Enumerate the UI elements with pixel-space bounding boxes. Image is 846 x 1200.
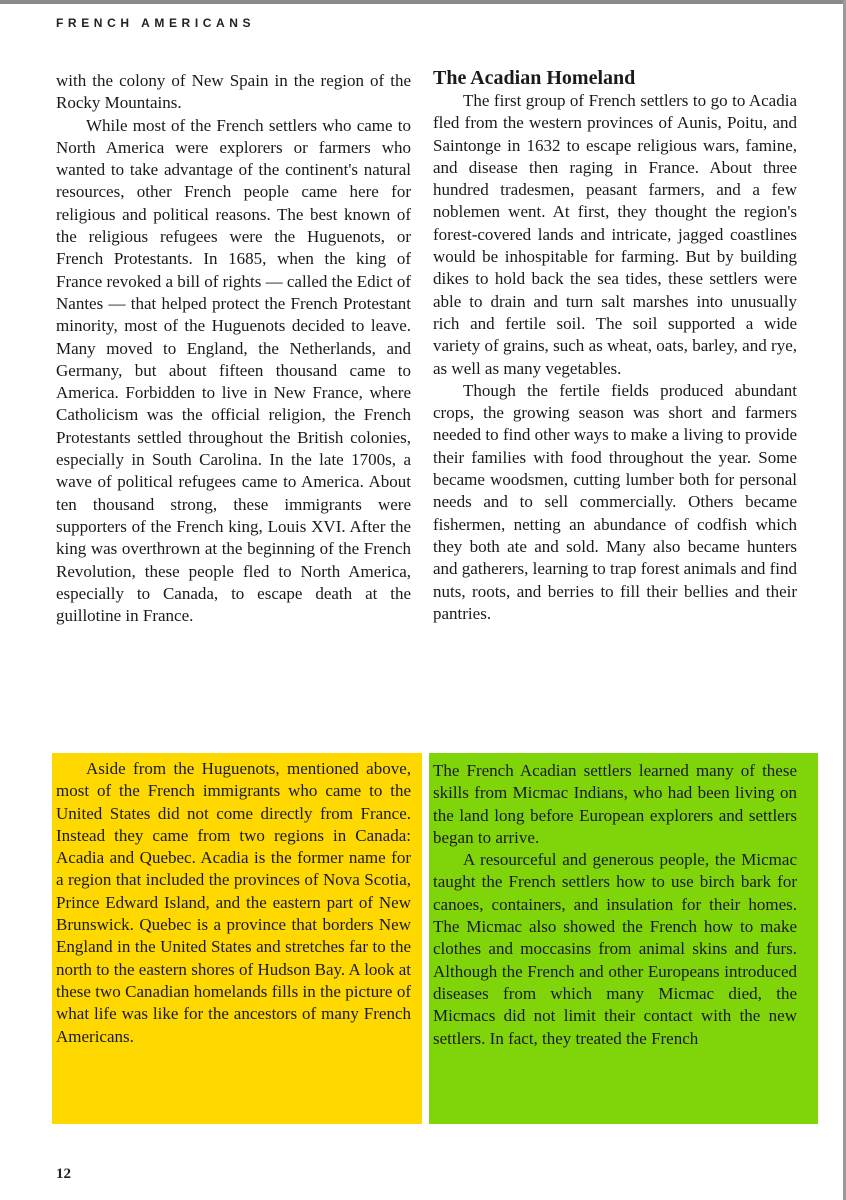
yellow-highlight-block [52, 753, 422, 1124]
highlighted-paragraph-micmac-generous: A resourceful and generous people, the Micmac taught the French settlers how to use birch bark for canoes, containers, and insulation for their homes. The Micmac also showed the French how to make clothes and moccasins from animal skins and furs. Although the French and other Europeans introduced diseases from which many Micmac died, the Micmacs did not limit their contact with the new settlers. In fact, they treated the French [433, 850, 797, 1048]
green-highlight-block [429, 753, 818, 1124]
right-column [433, 66, 797, 625]
highlighted-paragraph-micmac-skills: The French Acadian settlers learned many of these skills from Micmac Indians, who had been living on the land long before European explorers and settlers began to arrive. [433, 761, 797, 847]
left-paragraph-huguenots: While most of the French settlers who came to North America were explorers or farmers who wanted to take advantage of the continent's natural resources, other French people came here for religious and political reasons. The best known of the religious refugees were the Huguenots, or French Protestants. In 1685, when the king of France revoked a bill of rights — called the Edict of Nantes — that helped protect the French Protestant minority, most of the Huguenots decided to leave. Many moved to England, the Netherlands, and Germany, but about fifteen thousand came to America. Forbidden to live in New France, where Catholicism was the official religion, the French Protestants settled throughout the British colonies, especially in South Carolina. In the late 1700s, a wave of political refugees came to America. About ten thousand strong, these immigrants were supporters of the French king, Louis XVI. After the king was overthrown at the beginning of the French Revolution, these people fled to North America, especially to Canada, to escape death at the guillotine in France. [56, 115, 411, 626]
right-paragraph-first-settlers: The first group of French settlers to go to Acadia fled from the western provinces of Aunis, Poitu, and Saintonge in 1632 to escape religious wars, famine, and disease then raging in France. About three hundred tradesmen, peasant farmers, and a few noblemen went. At first, they thought the region's forest-covered lands and intricate, jagged coastlines would be inhospitable for farming. But by building dikes to hold back the sea tides, these settlers were able to drain and turn salt marshes into unusually rich and fertile soil. The soil supported a wide variety of grains, such as wheat, oats, barley, and rye, as well as many vegetables. [433, 91, 797, 378]
running-head: FRENCH AMERICANS [56, 16, 256, 30]
page-number: 12 [56, 1166, 71, 1182]
left-paragraph-continued: with the colony of New Spain in the region of the Rocky Mountains. [56, 71, 411, 113]
left-column [56, 70, 411, 627]
top-border [0, 0, 846, 4]
highlighted-paragraph-acadia-quebec: Aside from the Huguenots, mentioned above, most of the French immigrants who came to the United States did not come directly from France. Instead they came from two regions in Canada: Acadia and Quebec. Acadia is the former name for a region that included the provinces of Nova Scotia, Prince Edward Island, and the eastern part of New Brunswick. Quebec is a province that borders New England in the United States and stretches far to the north to the eastern shores of Hudson Bay. A look at these two Canadian homelands fills in the picture of what life was like for the ancestors of many French Americans. [56, 759, 411, 1046]
section-heading: The Acadian Homeland [433, 67, 636, 89]
right-paragraph-fertile-fields: Though the fertile fields produced abundant crops, the growing season was short and farmers needed to find other ways to make a living to provide their families with food throughout the year. Some became woodsmen, cutting lumber both for personal needs and to sell commercially. Others became fishermen, netting an abundance of codfish which they both ate and sold. Many also became hunters and gatherers, learning to trap forest animals and find nuts, roots, and berries to fill their bellies and their pantries. [433, 380, 797, 623]
